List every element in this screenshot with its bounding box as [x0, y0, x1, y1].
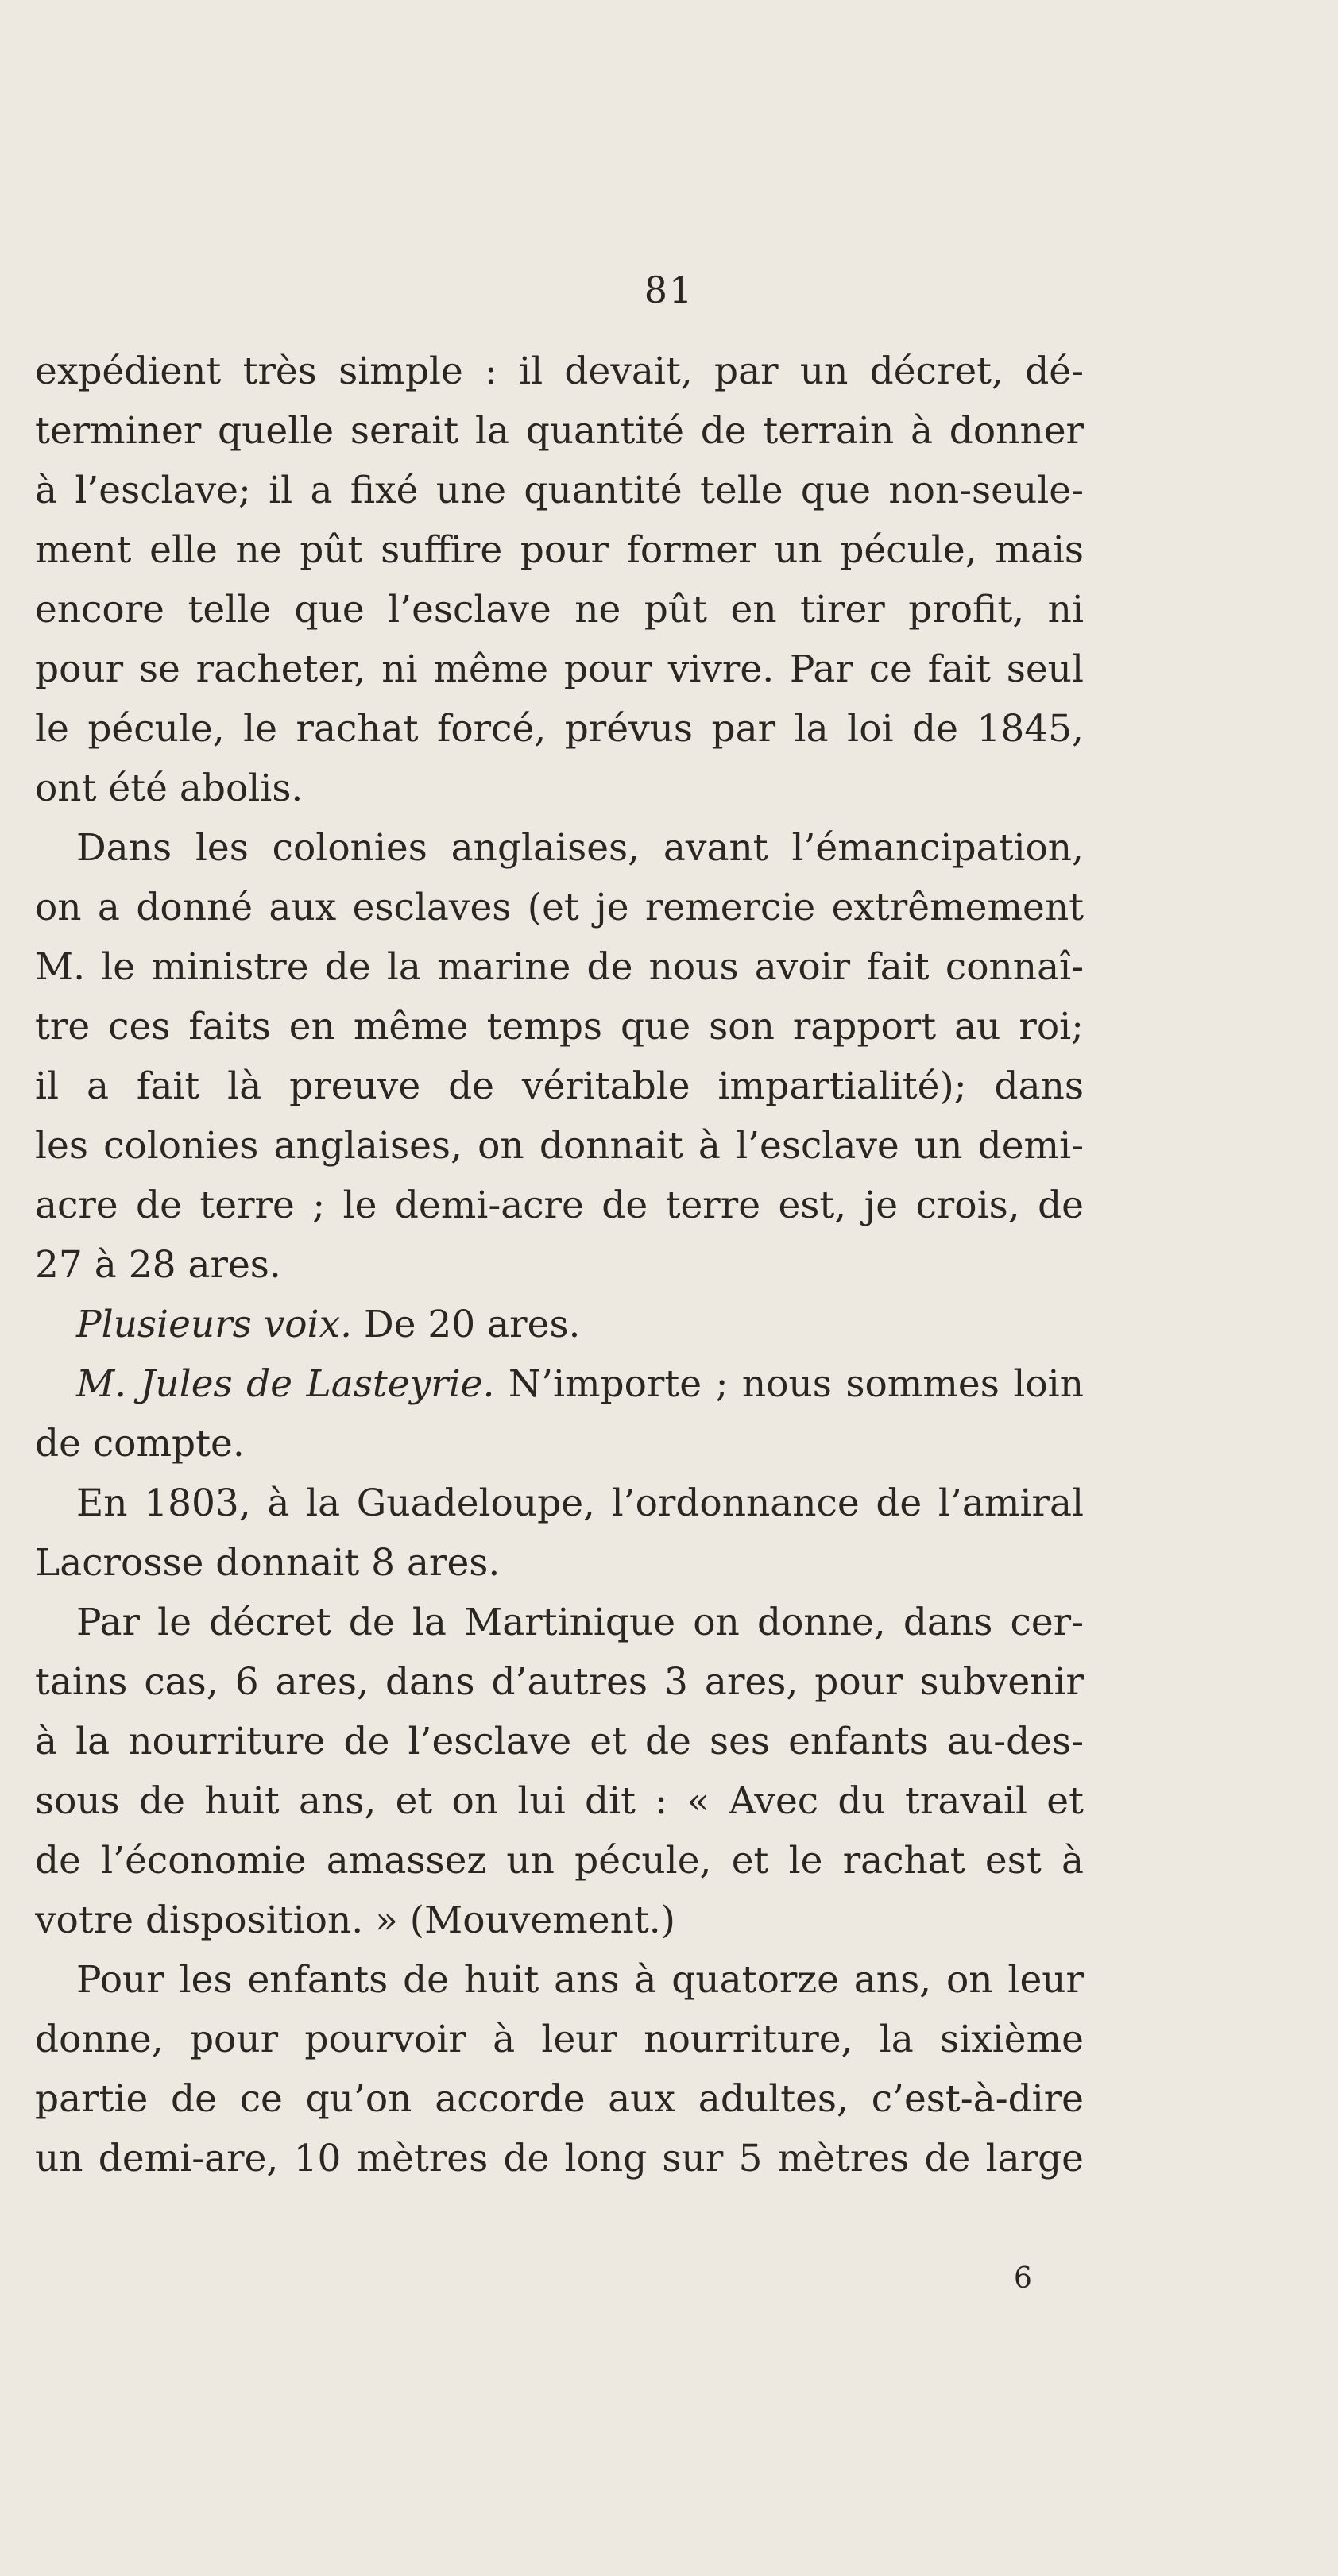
paragraph-start: Dans les colonies anglaises, avant l’émancipation,: [76, 826, 1084, 870]
text-line: terminer quelle serait la quantité de terrain à donner: [35, 409, 1084, 453]
text-line: ont été abolis.: [35, 767, 304, 810]
text-line: à la nourriture de l’esclave et de ses enfants au-des-: [35, 1720, 1084, 1763]
text-line: 27 à 28 ares.: [35, 1243, 281, 1287]
paragraph-start: Pour les enfants de huit ans à quatorze ans, on leur: [76, 1958, 1084, 2002]
text-line: on a donné aux esclaves (et je remercie extrêmement: [35, 886, 1084, 929]
signature-mark: 6: [1014, 2262, 1032, 2295]
text-line: tre ces faits en même temps que son rapport au roi;: [35, 1005, 1084, 1049]
speaker-name: Plusieurs voix.: [76, 1303, 353, 1346]
text-line: sous de huit ans, et on lui dit : « Avec du travail et: [35, 1779, 1084, 1823]
speaker-line: [35, 1295, 1084, 1354]
speaker-line: [35, 1354, 1084, 1414]
paragraph-start: En 1803, à la Guadeloupe, l’ordonnance de l’amiral: [76, 1481, 1084, 1525]
text-line: acre de terre ; le demi-acre de terre est, je crois, de: [35, 1184, 1084, 1227]
text-line: ment elle ne pût suffire pour former un pécule, mais: [35, 528, 1084, 572]
text-line: un demi-are, 10 mètres de long sur 5 mètres de large: [35, 2137, 1084, 2180]
paragraph-start: Par le décret de la Martinique on donne, dans cer-: [76, 1601, 1084, 1644]
text-line: M. le ministre de la marine de nous avoir fait connaî-: [35, 945, 1084, 989]
text-line: à l’esclave; il a fixé une quantité telle que non-seule-: [35, 469, 1084, 512]
page-number: 81: [644, 268, 694, 311]
text-line: pour se racheter, ni même pour vivre. Par ce fait seul: [35, 647, 1084, 691]
speaker-text: De 20 ares.: [352, 1303, 581, 1346]
text-line: tains cas, 6 ares, dans d’autres 3 ares, pour subvenir: [35, 1660, 1084, 1704]
text-line: les colonies anglaises, on donnait à l’esclave un demi-: [35, 1124, 1084, 1168]
text-line: votre disposition. » (Mouvement.): [35, 1898, 675, 1942]
text-line: il a fait là preuve de véritable impartialité); dans: [35, 1064, 1084, 1108]
speaker-text: N’importe ; nous sommes loin: [494, 1362, 1084, 1406]
text-line: donne, pour pourvoir à leur nourriture, la sixième: [35, 2018, 1084, 2061]
body-text: [35, 342, 1084, 2188]
text-line: le pécule, le rachat forcé, prévus par la loi de 1845,: [35, 707, 1084, 751]
text-line: de compte.: [35, 1422, 245, 1466]
text-line: partie de ce qu’on accorde aux adultes, c’est-à-dire: [35, 2077, 1084, 2121]
speaker-name: M. Jules de Lasteyrie.: [76, 1362, 495, 1406]
text-line: Lacrosse donnait 8 ares.: [35, 1541, 501, 1585]
text-line: encore telle que l’esclave ne pût en tirer profit, ni: [35, 588, 1084, 631]
text-line: de l’économie amassez un pécule, et le rachat est à: [35, 1839, 1084, 1883]
text-line: expédient très simple : il devait, par un décret, dé-: [35, 350, 1084, 393]
